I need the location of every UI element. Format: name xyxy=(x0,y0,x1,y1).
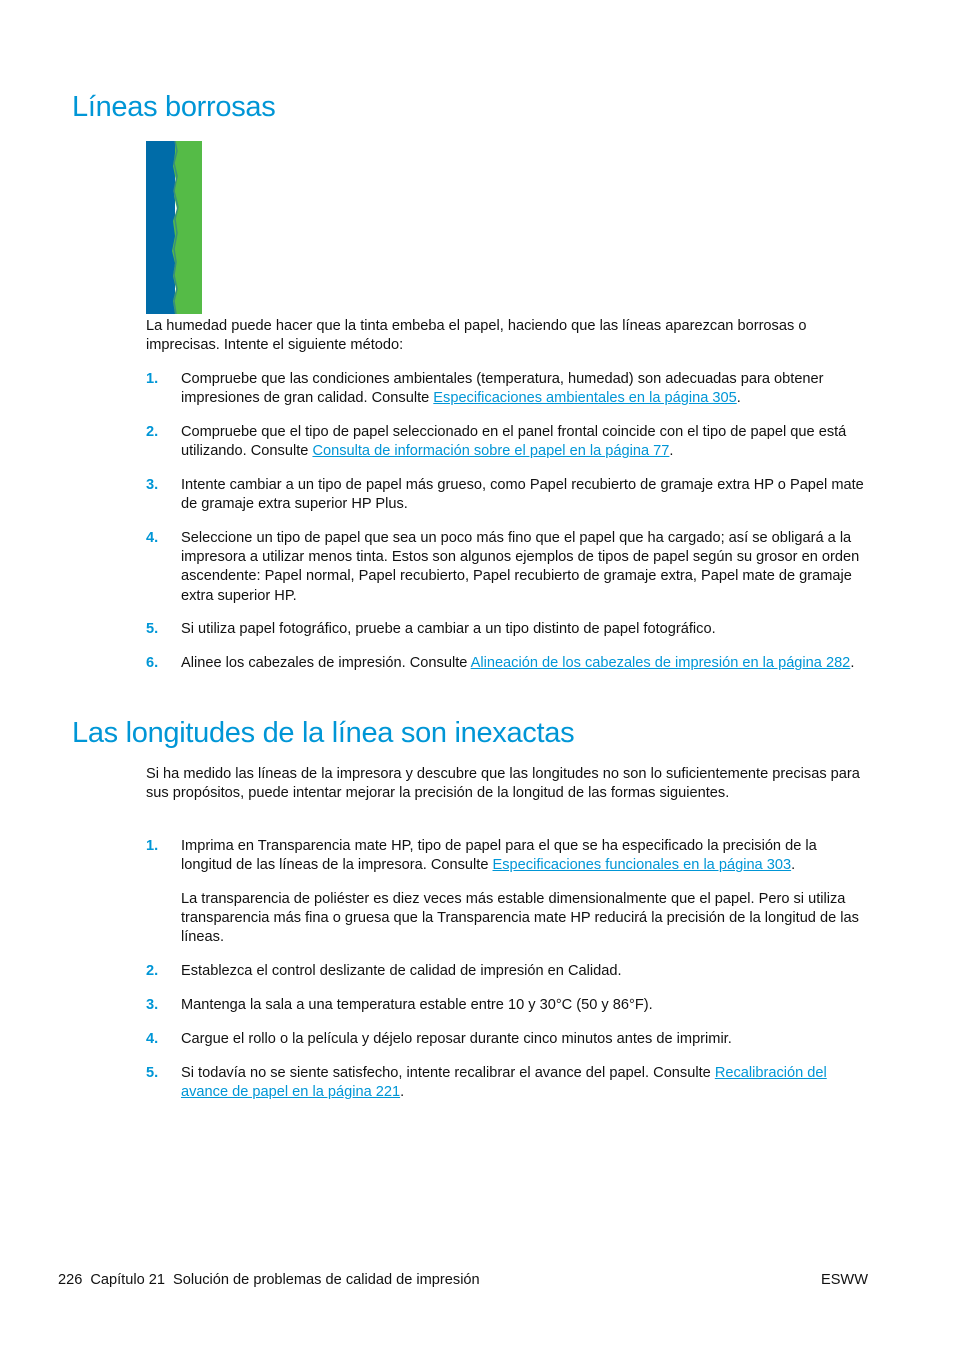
link-paper-advance-recalibration[interactable]: Recalibración del avance de papel en la página 221 xyxy=(181,1064,827,1100)
link-paper-info[interactable]: Consulta de información sobre el papel en la página 77 xyxy=(312,443,670,460)
link-ambient-specs[interactable]: Especificaciones ambientales en la página 305 xyxy=(433,390,737,407)
page-footer xyxy=(58,1271,868,1290)
step-number: 5. xyxy=(146,1064,159,1081)
section-title-line-lengths: Las longitudes de la línea son inexactas xyxy=(72,717,575,749)
section1-steps xyxy=(146,370,870,688)
section2-steps xyxy=(146,837,870,1117)
list-item: 3. Intente cambiar a un tipo de papel más grueso, como Papel recubierto de gramaje extra HP o Papel mate de gramaje extra superior HP Plus. xyxy=(146,477,864,513)
step-number: 3. xyxy=(146,997,159,1013)
step-number: 5. xyxy=(146,621,159,638)
quality-setting-label: Calidad xyxy=(567,963,618,980)
list-item: 5. Si todavía no se siente satisfecho, intente recalibrar el avance del papel. Consulte Recalibración del avance de papel en la página 221. xyxy=(146,1064,827,1100)
blue-line xyxy=(146,141,175,314)
list-item: 5. Si utiliza papel fotográfico, pruebe a cambiar a un tipo distinto de papel fotográfico. xyxy=(146,620,870,639)
footer-locale: ESWW xyxy=(820,1272,868,1288)
step-number: 2. xyxy=(146,963,159,980)
step-number: 3. xyxy=(146,477,159,493)
list-item: 2. Establezca el control deslizante de calidad de impresión en Calidad. xyxy=(146,962,870,981)
list-item: 2. Compruebe que el tipo de papel seleccionado en el panel frontal coincide con el tipo de papel que está utilizando. Consulte Consulta de información sobre el papel en la página 77. xyxy=(146,424,847,460)
list-item: 1. Imprima en Transparencia mate HP, tipo de papel para el que se ha especificado la precisión de la longitud de las líneas de la impresora. Consulte Especificaciones funcionales en la página 303. La transparencia de poliéster es diez veces más estable dimensionalmente que el papel. Pero si utiliza transparencia más fina o gruesa que la Transparencia mate HP reducirá la precisión de la longitud de las líneas. xyxy=(146,837,870,948)
step-number: 1. xyxy=(146,371,159,387)
step-number: 1. xyxy=(146,838,159,854)
step-number: 6. xyxy=(146,655,159,672)
chapter-title: Solución de problemas de calidad de impresión xyxy=(173,1272,480,1288)
list-item: 4. Cargue el rollo o la película y déjelo reposar durante cinco minutos antes de imprimir. xyxy=(146,1030,870,1049)
chapter-label: Capítulo 21 xyxy=(90,1272,166,1288)
step-number: 4. xyxy=(146,530,159,546)
step-number: 2. xyxy=(146,424,159,440)
list-item: 6. Alinee los cabezales de impresión. Consulte Alineación de los cabezales de impresión en la página 282. xyxy=(146,654,870,673)
step-note: La transparencia de poliéster es diez veces más estable dimensionalmente que el papel. Pero si utiliza transparencia más fina o gruesa que la Transparencia mate HP reducirá la precisión de la longitud de las líneas. xyxy=(181,891,859,946)
link-functional-specs[interactable]: Especificaciones funcionales en la página 303 xyxy=(492,857,792,874)
list-item: 4. Seleccione un tipo de papel que sea un poco más fino que el papel que ha cargado; así se obligará a la impresora a utilizar menos tinta. Estos son algunos ejemplos de tipos de papel según su grosor en orden ascendente: Papel normal, Papel recubierto, Papel recubierto de gramaje extra, Papel mate de gramaje extra superior HP. xyxy=(146,530,860,604)
blurry-lines-illustration xyxy=(146,141,202,314)
section-title-blurry-lines: Líneas borrosas xyxy=(72,91,276,123)
section2-intro: Si ha medido las líneas de la impresora y descubre que las longitudes no son lo suficientemente precisas para sus propósitos, puede intentar mejorar la precisión de la longitud de las formas siguientes. xyxy=(146,766,860,802)
link-printhead-alignment[interactable]: Alineación de los cabezales de impresión en la página 282 xyxy=(470,655,851,672)
list-item: 1. Compruebe que las condiciones ambientales (temperatura, humedad) son adecuadas para obtener impresiones de gran calidad. Consulte Especificaciones ambientales en la página 305. xyxy=(146,371,824,407)
list-item: 3. Mantenga la sala a una temperatura estable entre 10 y 30°C (50 y 86°F). xyxy=(146,996,870,1015)
page-number: 226 xyxy=(58,1272,83,1288)
section1-intro: La humedad puede hacer que la tinta embeba el papel, haciendo que las líneas aparezcan borrosas o imprecisas. Intente el siguiente método: xyxy=(146,318,807,354)
step-number: 4. xyxy=(146,1030,159,1047)
